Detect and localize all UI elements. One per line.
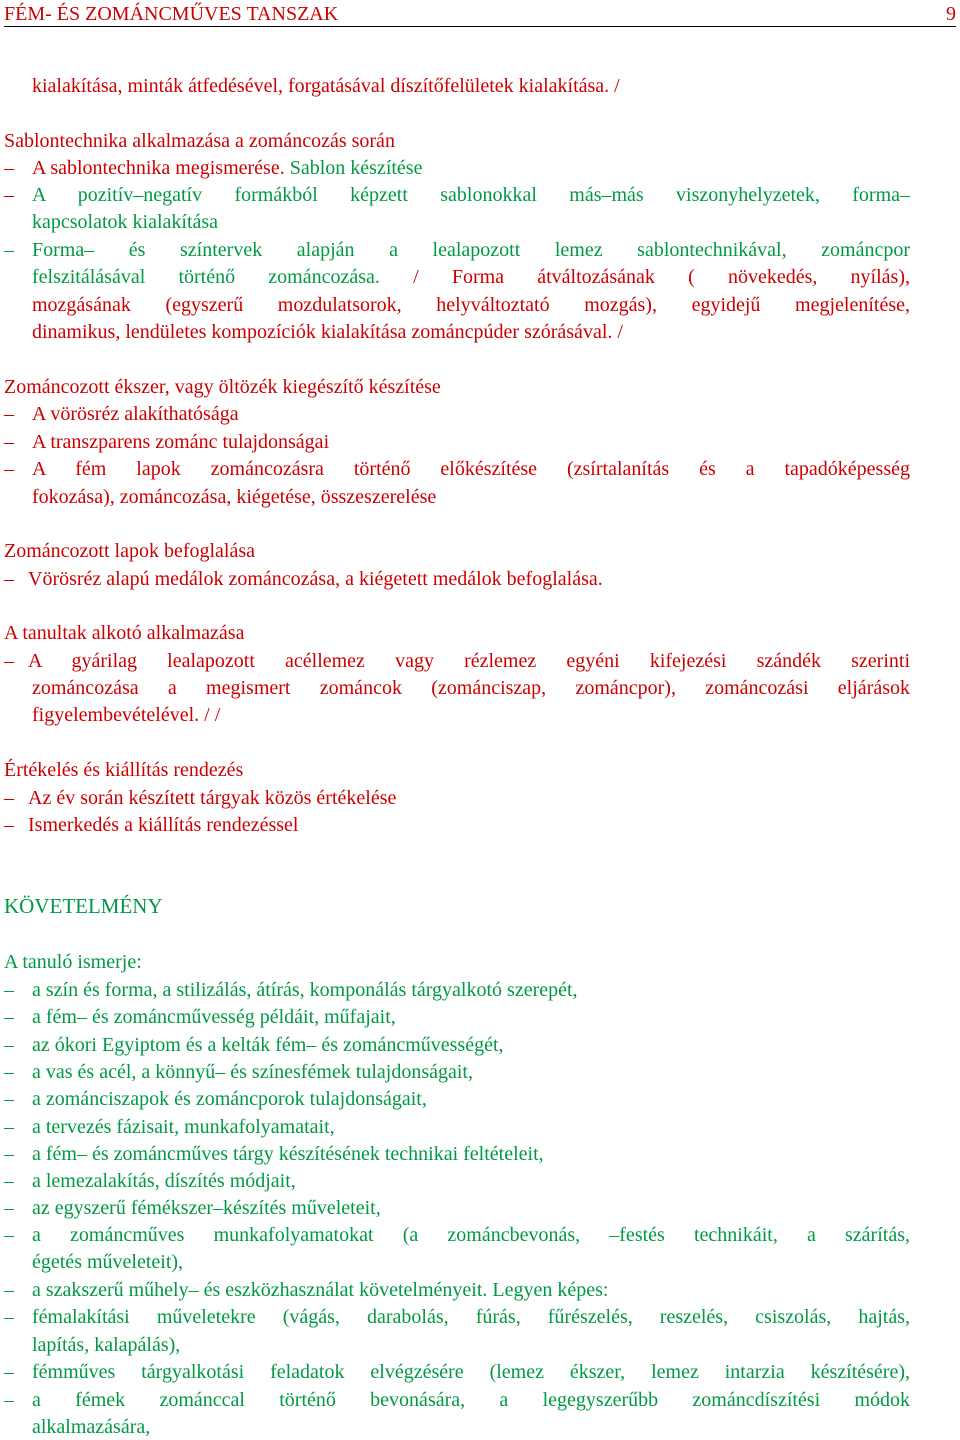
list-item: A gyárilag lealapozott acéllemez vagy rézlemez egyéni kifejezési szándék szerinti (28, 650, 910, 672)
dash-bullet: – (4, 787, 14, 809)
dash-bullet: – (4, 1116, 14, 1138)
dash-bullet: – (4, 184, 14, 206)
list-item: A vörösréz alakíthatósága (32, 403, 239, 425)
dash-bullet: – (4, 650, 14, 672)
list-item: fémalakítási műveletekre (vágás, darabolás, fúrás, fűrészelés, reszelés, csiszolás, hajtás, (32, 1306, 910, 1328)
dash-bullet: – (4, 1061, 14, 1083)
section-heading: A tanultak alkotó alkalmazása (4, 622, 245, 644)
dash-bullet: – (4, 458, 14, 480)
list-item: a fémek zománccal történő bevonására, a legegyszerűbb zománcdíszítési módok (32, 1389, 910, 1411)
text-line: lapítás, kalapálás), (32, 1334, 181, 1356)
list-item: a szín és forma, a stilizálás, átírás, komponálás tárgyalkotó szerepét, (32, 979, 578, 1001)
dash-bullet: – (4, 239, 14, 261)
dash-bullet: – (4, 979, 14, 1001)
dash-bullet: – (4, 814, 14, 836)
list-item: Ismerkedés a kiállítás rendezéssel (28, 814, 299, 836)
dash-bullet: – (4, 157, 14, 179)
list-item: a zománciszapok és zománcporok tulajdonságait, (32, 1088, 427, 1110)
dash-bullet: – (4, 1197, 14, 1219)
dash-bullet: – (4, 1361, 14, 1383)
list-item: fémműves tárgyalkotási feladatok elvégzésére (lemez ékszer, lemez intarzia készítésére), (32, 1361, 910, 1383)
dash-bullet: – (4, 1170, 14, 1192)
dash-bullet: – (4, 1224, 14, 1246)
list-item: a fém– és zománcművesség példáit, műfajait, (32, 1006, 396, 1028)
list-item: Az év során készített tárgyak közös értékelése (28, 787, 397, 809)
page-header (4, 2, 956, 27)
dash-bullet: – (4, 1034, 14, 1056)
dash-bullet: – (4, 1389, 14, 1411)
list-item: A pozitív–negatív formákból képzett sablonokkal más–más viszonyhelyzetek, forma– (32, 184, 910, 206)
list-item: az ókori Egyiptom és a kelták fém– és zománcművességét, (32, 1034, 504, 1056)
header-title: FÉM- ÉS ZOMÁNCMŰVES TANSZAK (4, 3, 339, 25)
requirements-intro: A tanuló ismerje: (4, 951, 142, 973)
page-number: 9 (946, 3, 956, 25)
list-item: a vas és acél, a könnyű– és színesfémek tulajdonságait, (32, 1061, 473, 1083)
list-item: a zománcműves munkafolyamatokat (a zománcbevonás, –festés technikáit, a szárítás, (32, 1224, 910, 1246)
text-line: felszitálásával történő zománcozása. / Forma átváltozásának ( növekedés, nyílás), (32, 266, 910, 288)
dash-bullet: – (4, 403, 14, 425)
requirements-heading: KÖVETELMÉNY (4, 894, 163, 918)
list-item: az egyszerű fémékszer–készítés műveleteit, (32, 1197, 381, 1219)
dash-bullet: – (4, 1306, 14, 1328)
text-line: kialakítása, minták átfedésével, forgatásával díszítőfelületek kialakítása. / (32, 75, 620, 97)
text-line: égetés műveleteit), (32, 1251, 184, 1273)
text-line: fokozása), zománcozása, kiégetése, összeszerelése (32, 486, 437, 508)
list-item: a tervezés fázisait, munkafolyamatait, (32, 1116, 335, 1138)
dash-bullet: – (4, 1279, 14, 1301)
section-heading: Sablontechnika alkalmazása a zománcozás során (4, 130, 395, 152)
list-item: Forma– és színtervek alapján a lealapozott lemez sablontechnikával, zománcpor (32, 239, 910, 261)
text-line: figyelembevételével. / / (32, 704, 221, 726)
list-item: Vörösréz alapú medálok zománcozása, a kiégetett medálok befoglalása. (28, 568, 603, 590)
list-item: a fém– és zománcműves tárgy készítésének technikai feltételeit, (32, 1143, 544, 1165)
section-heading: Értékelés és kiállítás rendezés (4, 759, 244, 781)
section-heading: Zománcozott lapok befoglalása (4, 540, 256, 562)
text-line: dinamikus, lendületes kompozíciók kialakítása zománcpúder szórásával. / (32, 321, 623, 343)
text-line: mozgásának (egyszerű mozdulatsorok, helyváltoztató mozgás), egyidejű megjelenítése, (32, 294, 910, 316)
dash-bullet: – (4, 568, 14, 590)
list-item: A sablontechnika megismerése. Sablon készítése (32, 157, 423, 179)
list-item: A fém lapok zománcozásra történő előkészítése (zsírtalanítás és a tapadóképesség (32, 458, 910, 480)
text-line: kapcsolatok kialakítása (32, 211, 219, 233)
dash-bullet: – (4, 1143, 14, 1165)
text-line: zománcozása a megismert zománcok (zománciszap, zománcpor), zománcozási eljárások (32, 677, 910, 699)
list-item: a lemezalakítás, díszítés módjait, (32, 1170, 296, 1192)
text-line: alkalmazására, (32, 1416, 151, 1438)
dash-bullet: – (4, 1006, 14, 1028)
dash-bullet: – (4, 431, 14, 453)
list-item: A transzparens zománc tulajdonságai (32, 431, 330, 453)
list-item: a szakszerű műhely– és eszközhasználat követelményeit. Legyen képes: (32, 1279, 609, 1301)
section-heading: Zománcozott ékszer, vagy öltözék kiegészítő készítése (4, 376, 441, 398)
dash-bullet: – (4, 1088, 14, 1110)
